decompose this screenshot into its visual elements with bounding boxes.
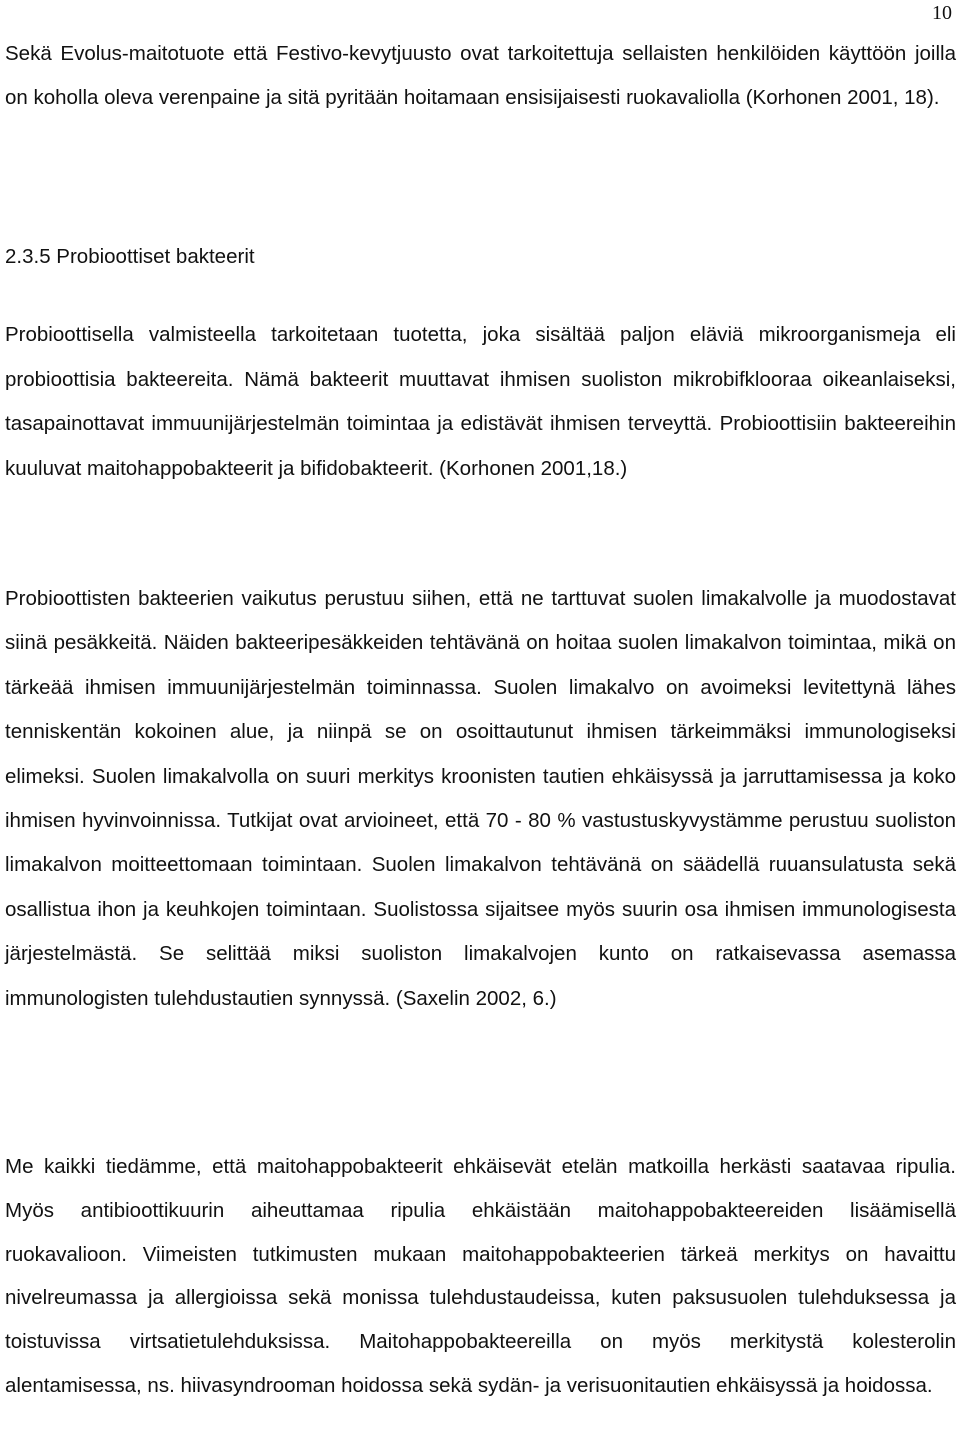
section-heading: 2.3.5 Probioottiset bakteerit: [5, 245, 255, 268]
page-number: 10: [932, 2, 952, 24]
paragraph-1: Sekä Evolus-maitotuote että Festivo-kevytjuusto ovat tarkoitettuja sellaisten henkilöiden käyttöön joilla on koholla oleva verenpaine ja sitä pyritään hoitamaan ensisijaisesti ruokavaliolla (Korhonen 2001, 18).: [5, 42, 956, 109]
paragraph-2: Probioottisella valmisteella tarkoitetaan tuotetta, joka sisältää paljon eläviä mikroorganismeja eli probioottisia bakteereita. Nämä bakteerit muuttavat ihmisen suoliston mikrobifklooraa oikeanlaiseksi, tasapainottavat immuunijärjestelmän toimintaa ja edistävät ihmisen terveyttä. Probioottisiin bakteereihin kuuluvat maitohappobakteerit ja bifidobakteerit. (Korhonen 2001,18.): [5, 323, 956, 480]
paragraph-3: Probioottisten bakteerien vaikutus perustuu siihen, että ne tarttuvat suolen limakalvolle ja muodostavat siinä pesäkkeitä. Näiden bakteeripesäkkeiden tehtävänä on hoitaa suolen limakalvon toimintaa, mikä on tärkeää ihmisen immuunijärjestelmän toiminnassa. Suolen limakalvo on avoimeksi levitettynä lähes tenniskentän kokoinen alue, ja niinpä se on osoittautunut ihmisen tärkeimmäksi immunologiseksi elimeksi. Suolen limakalvolla on suuri merkitys kroonisten tautien ehkäisyssä ja jarruttamisessa ja koko ihmisen hyvinvoinnissa. Tutkijat ovat arvioineet, että 70 - 80 % vastustuskyvystämme perustuu suoliston limakalvon moitteettomaan toimintaan. Suolen limakalvon tehtävänä on säädellä ruuansulatusta sekä osallistua ihon ja keuhkojen toimintaan. Suolistossa sijaitsee myös suurin osa ihmisen immunologisesta järjestelmästä. Se selittää miksi suoliston limakalvojen kunto on ratkaisevassa asemassa immunologisten tulehdustautien synnyssä. (Saxelin 2002, 6.): [5, 587, 956, 1010]
paragraph-4: Me kaikki tiedämme, että maitohappobakteerit ehkäisevät etelän matkoilla herkästi saatavaa ripulia. Myös antibioottikuurin aiheuttamaa ripulia ehkäistään maitohappobakteereiden lisäämisellä ruokavalioon. Viimeisten tutkimusten mukaan maitohappobakteerien tärkeä merkitys on havaittu nivelreumassa ja allergioissa sekä monissa tulehdustaudeissa, kuten paksusuolen tulehduksessa ja toistuvissa virtsatietulehduksissa. Maitohappobakteereilla on myös merkitystä kolesterolin alentamisessa, ns. hiivasyndrooman hoidossa sekä sydän- ja verisuonitautien ehkäisyssä ja hoidossa.: [5, 1155, 956, 1397]
